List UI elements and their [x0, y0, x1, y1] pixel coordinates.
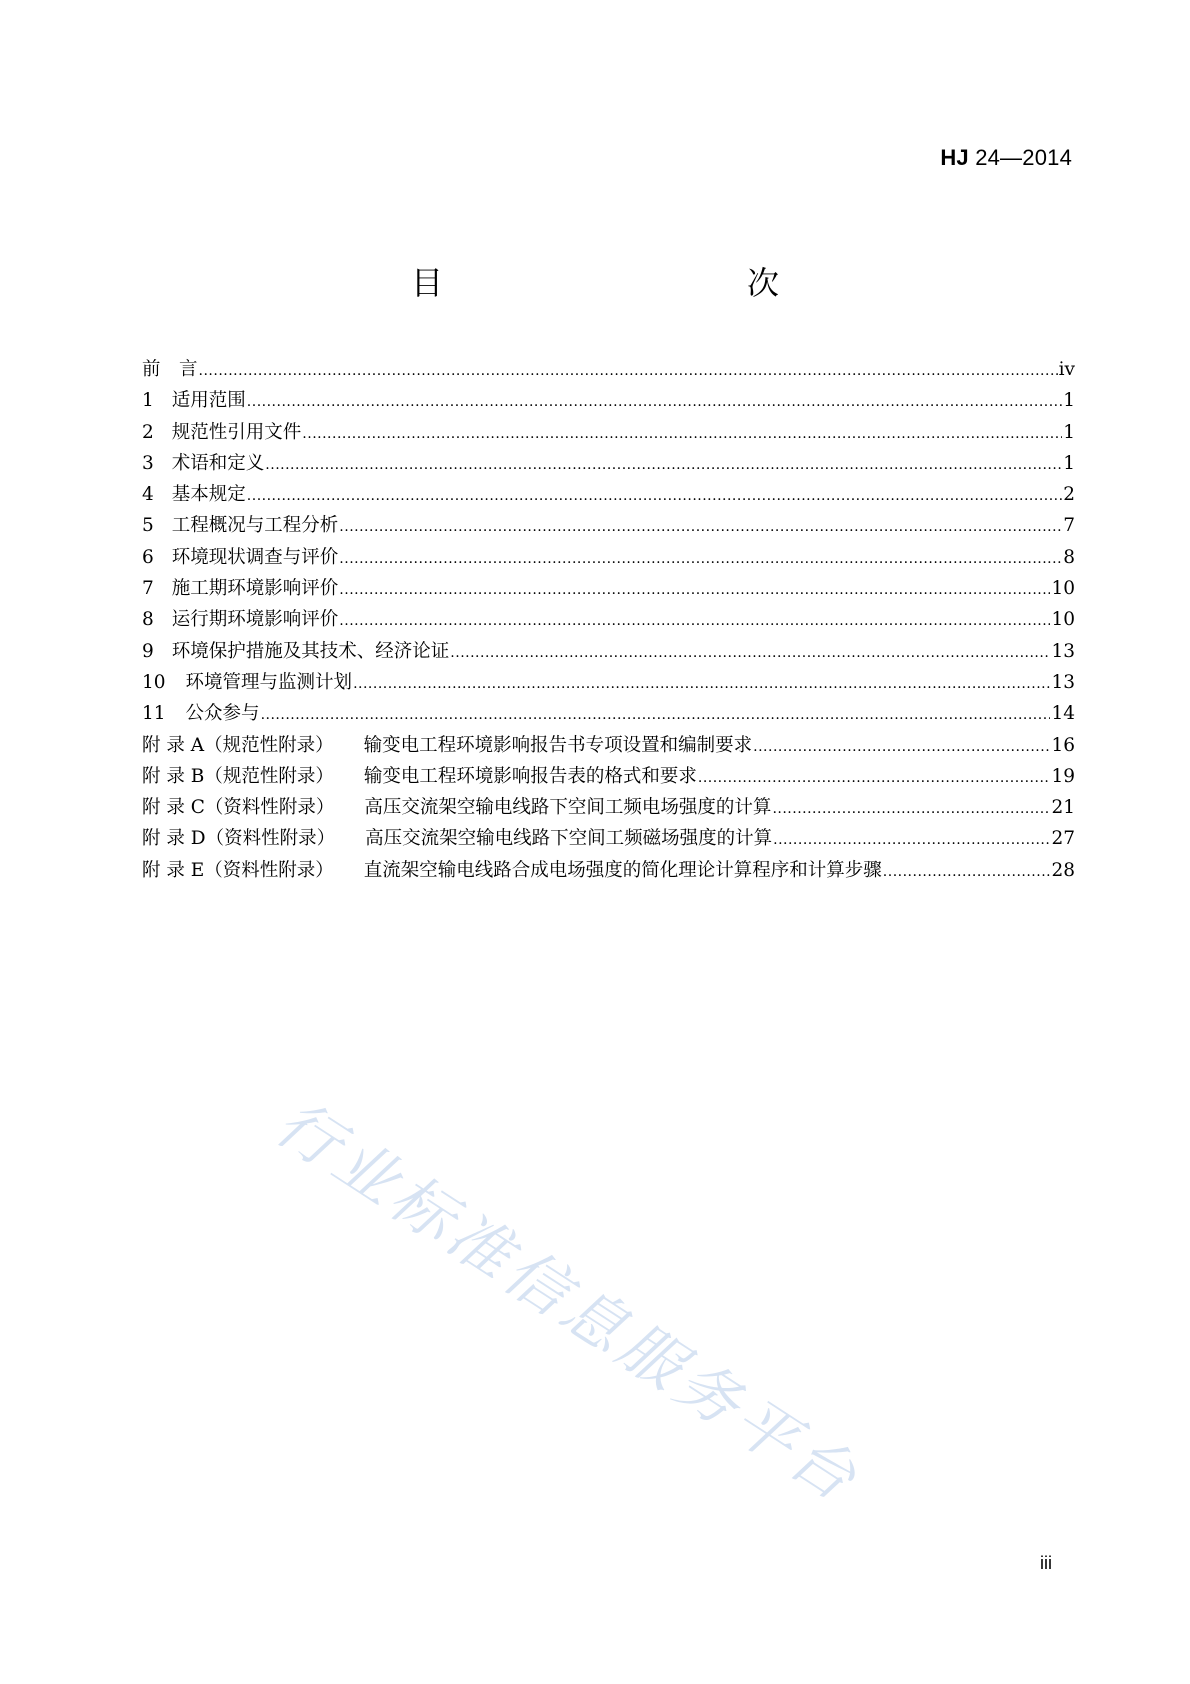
- toc-entry-number: 附 录 B（规范性附录）: [142, 765, 334, 787]
- toc-entry-label: 适用范围: [171, 390, 246, 412]
- toc-entry-number: 附 录 E（资料性附录）: [142, 859, 334, 881]
- toc-entry-label: 直流架空输电线路合成电场强度的简化理论计算程序和计算步骤: [363, 859, 882, 881]
- watermark: 行业标准信息服务平台: [263, 1085, 874, 1518]
- toc-entry[interactable]: [142, 418, 1075, 449]
- toc-entry-page: 13: [1051, 671, 1075, 693]
- toc-entry-label: 术语和定义: [171, 452, 265, 474]
- toc-entry[interactable]: [142, 762, 1075, 793]
- toc-entry-page: 28: [1051, 859, 1075, 881]
- toc-entry-leader: [353, 676, 1050, 692]
- toc-entry-leader: [247, 488, 1062, 504]
- toc-entry-page: 1: [1063, 452, 1075, 474]
- toc-entry-leader: [247, 394, 1062, 410]
- toc-entry-number: 9: [142, 640, 154, 662]
- document-code-prefix: HJ: [940, 145, 969, 170]
- toc-entry-leader: [339, 582, 1050, 598]
- toc-entry-leader: [450, 645, 1050, 661]
- toc-entry[interactable]: [142, 824, 1075, 855]
- toc-entry-leader: [265, 457, 1062, 473]
- toc-entry-label: 基本规定: [171, 484, 246, 506]
- toc-entry[interactable]: [142, 574, 1075, 605]
- toc-entry-page: 8: [1063, 546, 1075, 568]
- toc-entry-number: 1: [142, 390, 154, 412]
- toc-entry-label: 规范性引用文件: [171, 421, 302, 443]
- toc-entry-number: 11: [142, 703, 166, 725]
- toc-entry[interactable]: [142, 637, 1075, 668]
- page-number: iii: [1040, 1553, 1052, 1573]
- toc-entry-number: 3: [142, 452, 154, 474]
- toc-entry-page: 14: [1051, 703, 1075, 725]
- toc-entry-leader: [772, 801, 1050, 817]
- toc-entry-leader: [339, 519, 1062, 535]
- toc-entry-page: 16: [1051, 734, 1075, 756]
- toc-title: 目 次: [410, 264, 859, 302]
- toc-entry-number: 7: [142, 578, 154, 600]
- toc-entry-page: 2: [1063, 484, 1075, 506]
- toc-entry-leader: [698, 770, 1051, 786]
- toc-entry-leader: [199, 363, 1058, 379]
- toc-entry[interactable]: [142, 449, 1075, 480]
- toc-entry-number: 4: [142, 484, 154, 506]
- toc-entry-leader: [302, 426, 1062, 442]
- toc-entry[interactable]: [142, 793, 1075, 824]
- toc-entry[interactable]: [142, 605, 1075, 636]
- toc-entry-number: 前 言: [142, 359, 198, 380]
- toc-entry-label: 输变电工程环境影响报告书专项设置和编制要求: [363, 734, 753, 756]
- toc-entry-page: 19: [1051, 765, 1075, 787]
- toc-entry[interactable]: [142, 856, 1075, 887]
- toc-entry-page: 27: [1051, 828, 1075, 850]
- toc-entry-page: 21: [1051, 797, 1075, 819]
- toc-entry[interactable]: [142, 511, 1075, 542]
- toc-entry-number: 10: [142, 671, 166, 693]
- toc-entry-label: 高压交流架空输电线路下空间工频磁场强度的计算: [365, 828, 773, 850]
- toc-entry-label: 环境管理与监测计划: [185, 671, 353, 693]
- toc-entry-label: 工程概况与工程分析: [171, 515, 339, 537]
- document-code: [940, 145, 1072, 171]
- toc-entry-label: 施工期环境影响评价: [171, 578, 339, 600]
- toc-entry[interactable]: [142, 386, 1075, 417]
- toc-entry-page: 10: [1051, 609, 1075, 631]
- toc-entry[interactable]: [142, 480, 1075, 511]
- toc-entry[interactable]: [142, 543, 1075, 574]
- toc-entry[interactable]: [142, 731, 1075, 762]
- toc-entry-number: 2: [142, 421, 154, 443]
- toc-entry-number: 6: [142, 546, 154, 568]
- toc-entry-label: 环境保护措施及其技术、经济论证: [171, 640, 450, 662]
- toc-entry-page: iv: [1058, 359, 1075, 380]
- toc-entry-page: 1: [1063, 421, 1075, 443]
- toc-entry-page: 7: [1063, 515, 1075, 537]
- toc-entry-leader: [339, 551, 1062, 567]
- toc-entry-number: 附 录 D（资料性附录）: [142, 828, 336, 850]
- toc-entry-leader: [339, 613, 1050, 629]
- toc-entry-number: 5: [142, 515, 154, 537]
- toc-entry[interactable]: [142, 668, 1075, 699]
- toc-entry-page: 10: [1051, 578, 1075, 600]
- toc-entry-label: 公众参与: [185, 703, 260, 725]
- toc-entry-page: 1: [1063, 390, 1075, 412]
- toc-entry-label: 高压交流架空输电线路下空间工频电场强度的计算: [364, 797, 772, 819]
- toc-entry-label: 输变电工程环境影响报告表的格式和要求: [363, 765, 697, 787]
- toc-entry-label: 运行期环境影响评价: [171, 609, 339, 631]
- toc-entry-number: 8: [142, 609, 154, 631]
- toc-entry-label: 环境现状调查与评价: [171, 546, 339, 568]
- document-code-number: 24—2014: [975, 145, 1072, 170]
- toc-entry-leader: [261, 707, 1051, 723]
- toc-entry[interactable]: [142, 699, 1075, 730]
- toc-entry-number: 附 录 A（规范性附录）: [142, 734, 334, 756]
- table-of-contents: [142, 355, 1075, 887]
- toc-entry-leader: [773, 832, 1050, 848]
- toc-entry-leader: [753, 739, 1050, 755]
- toc-entry-number: 附 录 C（资料性附录）: [142, 797, 335, 819]
- toc-entry[interactable]: [142, 355, 1075, 386]
- toc-entry-page: 13: [1051, 640, 1075, 662]
- toc-entry-leader: [883, 864, 1051, 880]
